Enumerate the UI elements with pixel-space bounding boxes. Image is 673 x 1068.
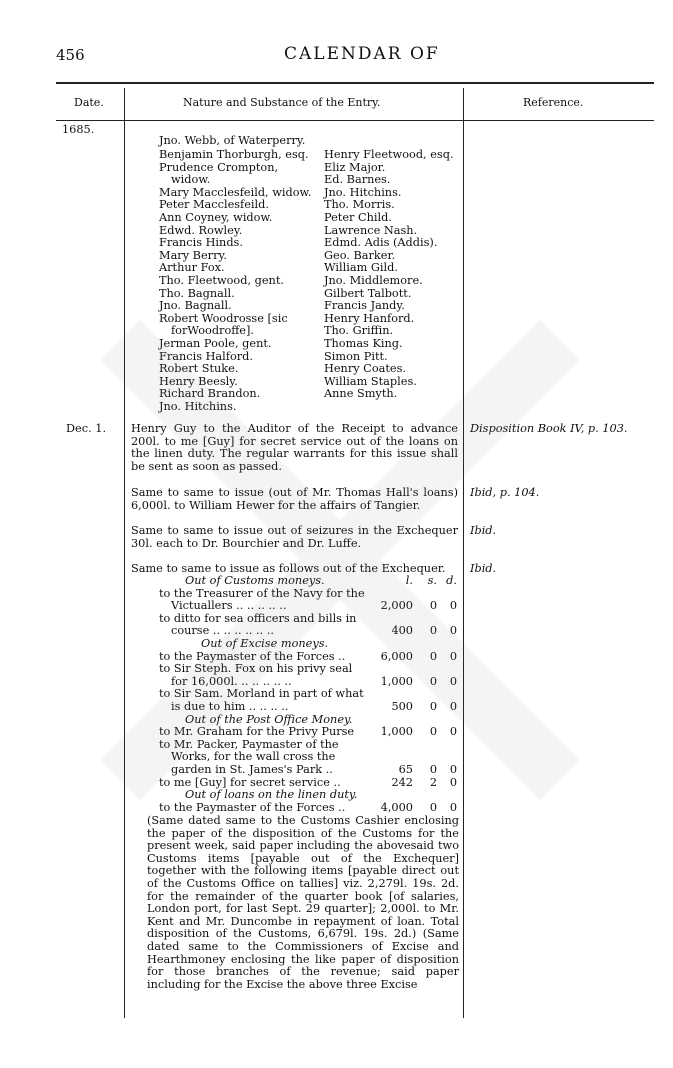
money-label: garden in St. James's Park ..: [171, 762, 333, 776]
name-right: Thomas King.: [324, 336, 403, 350]
shillings: 0: [429, 649, 437, 663]
entry-reference: Ibid.: [470, 562, 497, 575]
money-section-heading: Out of Customs moneys.: [185, 574, 325, 587]
name-right: Tho. Griffin.: [324, 324, 394, 338]
pence: 0: [449, 649, 457, 663]
money-row: [159, 764, 459, 777]
name-right: Geo. Barker.: [324, 248, 396, 262]
name-row: [159, 212, 454, 225]
name-right: Lawrence Nash.: [324, 223, 418, 237]
money-label: for 16,000l. .. .. .. .. ..: [171, 674, 292, 688]
name-left: Mary Berry.: [159, 248, 227, 262]
entry-reference: Ibid.: [470, 524, 497, 537]
pounds: 65: [398, 762, 413, 776]
names-list: [159, 149, 454, 413]
name-left: Peter Macclesfeild.: [159, 198, 269, 212]
name-left: Robert Stuke.: [159, 362, 239, 376]
shillings: 0: [429, 624, 437, 638]
closing-paragraph: (Same dated same to the Customs Cashier enclosing the paper of the disposition of the Customs for the present week, said paper including the abovesaid two Customs items [payable out of the Exchequer] together with the following items [payable direct out of the Customs Office on tallies] viz. 2,279l. 19s. 2d. for the remainder of the quarter book [of salaries, London port, for last Sept. 29 quarter]; 2,000l. to Mr. Kent and Mr. Duncombe in repayment of loan. Total disposition of the Customs, 6,679l. 19s. 2d.) (Same dated same to the Commissioners of Excise and Hearthmoney enclosing the like paper of disposition for those branches of the revenue; said paper including for the Excise the above three Excise: [147, 814, 459, 991]
shillings: 0: [429, 800, 437, 814]
money-table: [159, 575, 459, 814]
name-right: Anne Smyth.: [324, 387, 398, 401]
year-label: 1685.: [62, 123, 95, 136]
pence: 0: [449, 699, 457, 713]
column-header-nature: Nature and Substance of the Entry.: [183, 96, 381, 109]
name-left: Arthur Fox.: [159, 261, 225, 275]
entry-date: Dec. 1.: [66, 422, 107, 435]
name-left: Edwd. Rowley.: [159, 223, 243, 237]
pence-header: d.: [446, 574, 457, 587]
pounds: 4,000: [380, 800, 413, 814]
name-left: Robert Woodrosse [sic: [159, 311, 288, 325]
name-right: Jno. Middlemore.: [324, 273, 423, 287]
pence: 0: [449, 624, 457, 638]
shillings: 0: [429, 725, 437, 739]
name-right: Simon Pitt.: [324, 349, 388, 363]
pounds-header: l.: [405, 574, 413, 587]
money-label: to ditto for sea officers and bills in: [159, 611, 357, 625]
name-row: [159, 388, 454, 401]
money-label: to Mr. Graham for the Privy Purse: [159, 725, 355, 739]
name-right: Edmd. Adis (Addis).: [324, 236, 438, 250]
pounds: 242: [391, 775, 413, 789]
name-row: [159, 300, 454, 313]
pounds: 2,000: [380, 599, 413, 613]
name-right: Peter Child.: [324, 210, 392, 224]
shillings: 0: [429, 762, 437, 776]
name-row: [159, 174, 454, 187]
shillings: 0: [429, 674, 437, 688]
name-right: William Gild.: [324, 261, 398, 275]
name-left: Jno. Hitchins.: [159, 399, 237, 413]
shillings: 2: [429, 775, 437, 789]
money-row: [159, 726, 459, 739]
column-divider-right: [463, 88, 464, 1018]
pence: 0: [449, 762, 457, 776]
money-row: [159, 701, 459, 714]
running-title: CALENDAR OF: [284, 44, 440, 64]
money-label: course .. .. .. .. .. ..: [171, 624, 274, 638]
name-row: [159, 363, 454, 376]
name-right: Jno. Hitchins.: [324, 185, 402, 199]
pence: 0: [449, 674, 457, 688]
pounds: 1,000: [380, 725, 413, 739]
entry-reference: Disposition Book IV, p. 103.: [470, 422, 628, 435]
top-rule: [56, 82, 654, 84]
column-divider-left: [124, 88, 125, 1018]
name-right: Henry Coates.: [324, 362, 406, 376]
money-label: to the Paymaster of the Forces ..: [159, 649, 346, 663]
name-left: Tho. Bagnall.: [159, 286, 235, 300]
name-left: Prudence Crompton,: [159, 160, 279, 174]
money-row: [159, 663, 459, 676]
shillings: 0: [429, 599, 437, 613]
money-row: [159, 600, 459, 613]
name-row: [159, 149, 454, 162]
name-right: Henry Fleetwood, esq.: [324, 148, 454, 161]
entry-text: Same to same to issue (out of Mr. Thomas Hall's loans) 6,000l. to William Hewer for the affairs of Tangier.: [131, 486, 458, 512]
name-left: forWoodroffe].: [171, 324, 254, 338]
name-left: Francis Hinds.: [159, 236, 243, 250]
pounds: 500: [391, 699, 413, 713]
shillings-header: s.: [427, 574, 437, 587]
pounds: 6,000: [380, 649, 413, 663]
name-left: Ann Coyney, widow.: [159, 210, 273, 224]
pounds: 400: [391, 624, 413, 638]
name-right: Henry Hanford.: [324, 311, 415, 325]
money-label: Works, for the wall cross the: [171, 750, 336, 764]
money-section-heading: Out of the Post Office Money.: [185, 712, 353, 726]
name-left: Francis Halford.: [159, 349, 253, 363]
money-section-heading: Out of loans on the linen duty.: [185, 788, 358, 802]
column-header-reference: Reference.: [523, 96, 584, 109]
name-row: [159, 338, 454, 351]
entry-reference: Ibid, p. 104.: [470, 486, 540, 499]
column-header-date: Date.: [74, 96, 104, 109]
pence: 0: [449, 800, 457, 814]
name-row: [159, 237, 454, 250]
name-left: Henry Beesly.: [159, 374, 238, 388]
money-label: to Sir Steph. Fox on his privy seal: [159, 662, 353, 676]
money-label: is due to him .. .. .. ..: [171, 699, 289, 713]
entry-text: Same to same to issue as follows out of the Exchequer.: [131, 562, 446, 575]
entry-text: Henry Guy to the Auditor of the Receipt to advance 200l. to me [Guy] for secret service out of the loans on the linen duty. The regular warrants for this issue shall be sent as soon as passed.: [131, 422, 458, 473]
money-label: Victuallers .. .. .. .. ..: [171, 599, 287, 613]
header-bottom-rule: [56, 120, 654, 121]
name-right: Gilbert Talbott.: [324, 286, 412, 300]
name-right: Eliz Major.: [324, 160, 386, 174]
shillings: 0: [429, 699, 437, 713]
name-left: Richard Brandon.: [159, 387, 261, 401]
money-section-heading: Out of Excise moneys.: [201, 636, 329, 650]
name-left: widow.: [171, 173, 211, 187]
money-row: [159, 802, 459, 815]
pence: 0: [449, 775, 457, 789]
name-right: Ed. Barnes.: [324, 173, 391, 187]
name-row: [159, 401, 454, 414]
pounds: 1,000: [380, 674, 413, 688]
money-row: [159, 575, 459, 588]
name-left: Jerman Poole, gent.: [159, 336, 272, 350]
name-left: Benjamin Thorburgh, esq.: [159, 148, 309, 161]
name-right: Tho. Morris.: [324, 198, 395, 212]
money-label: to Mr. Packer, Paymaster of the: [159, 737, 339, 751]
name-left: Tho. Fleetwood, gent.: [159, 273, 284, 287]
money-label: to the Paymaster of the Forces ..: [159, 800, 346, 814]
money-label: to the Treasurer of the Navy for the: [159, 586, 365, 600]
names-first-line: Jno. Webb, of Waterperry.: [159, 134, 306, 147]
money-label: to Sir Sam. Morland in part of what: [159, 687, 364, 701]
name-left: Mary Macclesfeild, widow.: [159, 185, 312, 199]
name-row: [159, 275, 454, 288]
pence: 0: [449, 725, 457, 739]
name-right: Francis Jandy.: [324, 299, 405, 313]
name-left: Jno. Bagnall.: [159, 299, 232, 313]
pence: 0: [449, 599, 457, 613]
page-number: 456: [56, 46, 85, 64]
name-right: William Staples.: [324, 374, 417, 388]
entry-text: Same to same to issue out of seizures in the Exchequer 30l. each to Dr. Bourchier and Dr. Luffe.: [131, 524, 458, 550]
money-row: [159, 638, 459, 651]
money-label: to me [Guy] for secret service ..: [159, 775, 341, 789]
money-row: [159, 789, 459, 802]
